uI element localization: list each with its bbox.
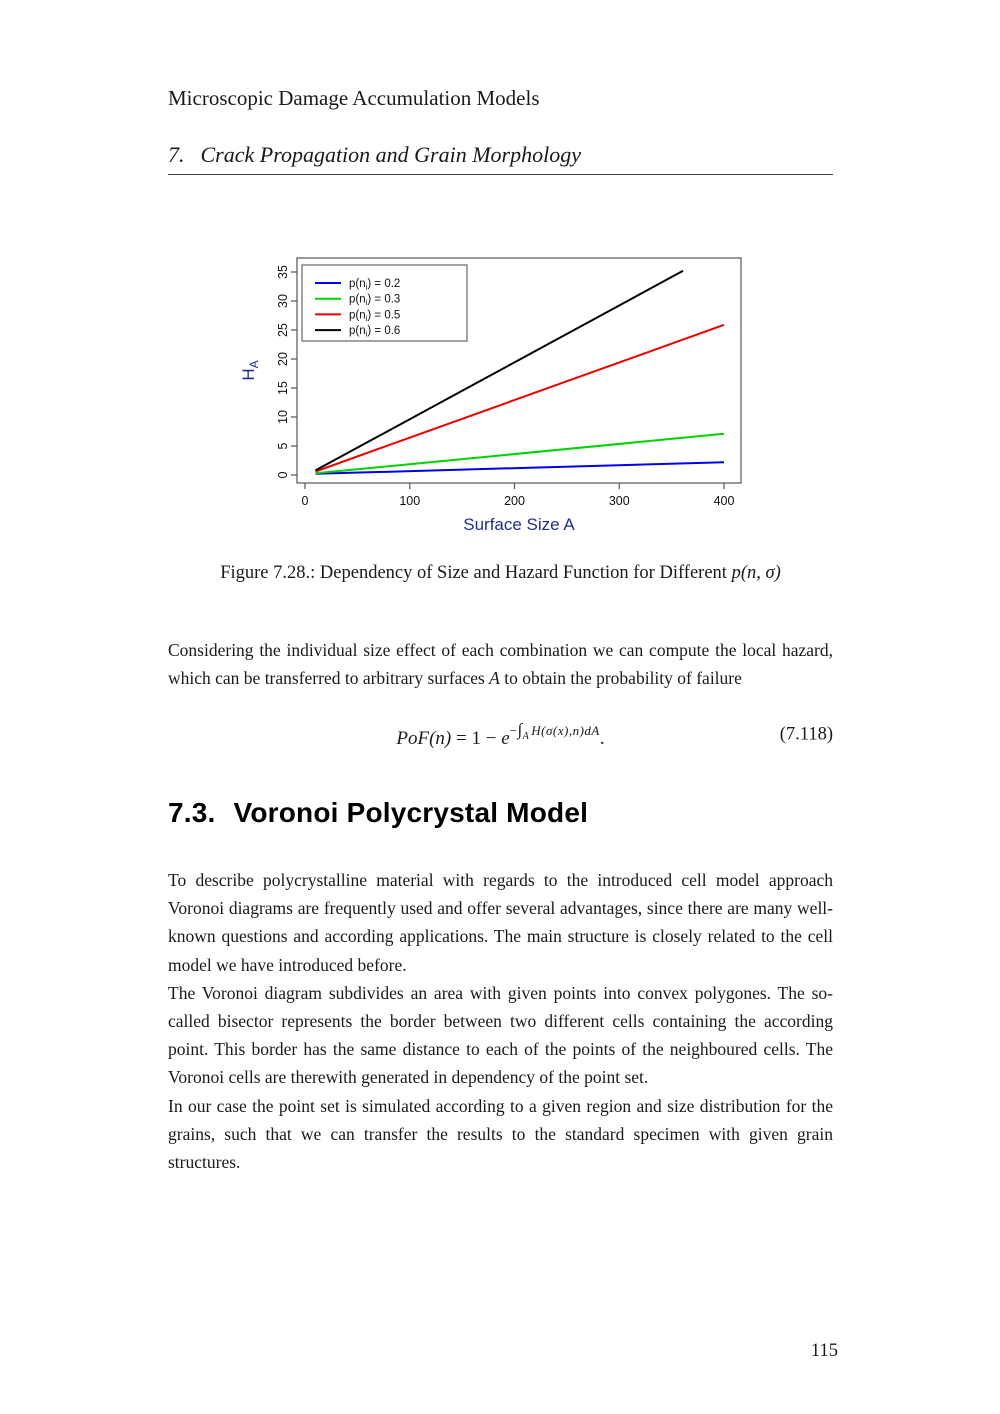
- page-number: 115: [810, 1341, 838, 1361]
- paragraph-intro-text-1: Considering the individual size effect of each combination we can compute the local hazard, which can be transferred to arbitrary surfaces: [168, 640, 833, 688]
- svg-text:300: 300: [608, 494, 630, 508]
- svg-text:p(ni) = 0.5: $p(n_i) = 0.5$: [349, 309, 401, 323]
- equation-exponent: [509, 720, 600, 742]
- svg-text:0: 0: [276, 471, 290, 479]
- equation-7-118: [168, 710, 833, 760]
- svg-text:Surface Size A: Surface Size A: [463, 515, 575, 534]
- svg-text:200: 200: [504, 494, 525, 508]
- paragraph-3: In our case the point set is simulated according to a given region and size distribution for the grains, such that we can transfer the results to the standard specimen with given grain structures.: [168, 1095, 833, 1173]
- svg-text:100: 100: [399, 494, 421, 508]
- svg-text:0: 0: [301, 494, 309, 508]
- equation-lhs: PoF(n): [396, 728, 452, 749]
- svg-text:30: 30: [276, 294, 290, 308]
- svg-text:400: 400: [713, 494, 735, 508]
- svg-text:p(ni) = 0.2: $p(n_i) = 0.2$: [349, 278, 401, 292]
- section-number: 7.3.: [168, 797, 216, 828]
- svg-text:35: 35: [276, 265, 290, 279]
- figure-caption: [168, 563, 833, 584]
- equation-exp-rest: H(σ(x),n)dA: [531, 723, 600, 738]
- svg-text:10: 10: [276, 410, 290, 424]
- chapter-title: Crack Propagation and Grain Morphology: [200, 142, 581, 167]
- chapter-number: 7.: [168, 142, 185, 167]
- section-title: Voronoi Polycrystal Model: [233, 797, 589, 828]
- paragraph-intro: [168, 636, 833, 692]
- figure-caption-math: p(n, σ): [731, 563, 781, 583]
- paragraph-intro-text-2: to obtain the probability of failure: [499, 668, 742, 688]
- equation-body: [396, 720, 604, 750]
- equation-exp-minus: −: [509, 723, 518, 738]
- equation-base: e: [501, 728, 510, 749]
- hazard-size-chart: [230, 243, 775, 543]
- svg-text:25: 25: [276, 323, 290, 337]
- section-body: [168, 866, 833, 1176]
- header-rule: [168, 174, 833, 175]
- paragraph-2: The Voronoi diagram subdivides an area with given points into convex polygones. The so-called bisector represents the border between two different cells containing the according point. This border has the same distance to each of the points of the neighboured cells. The Voronoi cells are therewith generated in dependency of the point set.: [168, 982, 833, 1088]
- svg-text:p(ni) = 0.6: $p(n_i) = 0.6$: [349, 325, 401, 339]
- svg-text:p(ni) = 0.3: $p(n_i) = 0.3$: [349, 293, 401, 308]
- integral-subscript: A: [522, 731, 530, 742]
- paragraph-1: To describe polycrystalline material with regards to the introduced cell model approach Voronoi diagrams are frequently used and offer several advantages, since there are many well-known questions and according applications. The main structure is closely related to the cell model we have introduced before.: [168, 870, 833, 975]
- equation-number: (7.118): [779, 724, 833, 745]
- chapter-heading: [168, 142, 581, 168]
- svg-text:15: 15: [276, 381, 290, 395]
- svg-text:HA: $H_A$: [239, 360, 261, 381]
- equation-mid: = 1 −: [451, 728, 502, 749]
- running-title: Microscopic Damage Accumulation Models: [168, 86, 540, 110]
- svg-text:5: 5: [276, 442, 290, 450]
- equation-period: .: [599, 728, 605, 749]
- paragraph-intro-var: A: [489, 668, 500, 688]
- figure-7-28: [230, 243, 775, 543]
- figure-caption-text: Figure 7.28.: Dependency of Size and Hazard Function for Different: [220, 563, 732, 583]
- integral-sign: ∫: [517, 720, 523, 739]
- svg-text:20: 20: [276, 352, 290, 366]
- section-heading-7-3: [168, 797, 833, 829]
